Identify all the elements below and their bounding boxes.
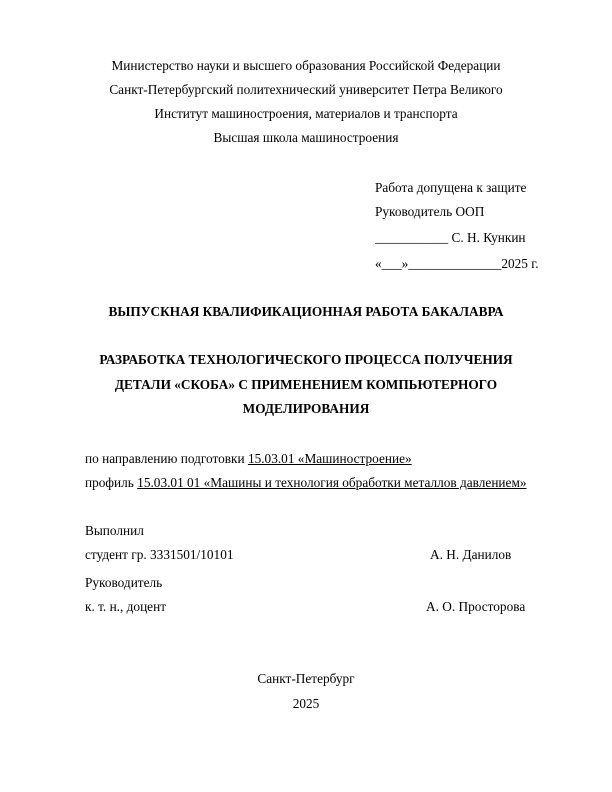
ministry-line: Министерство науки и высшего образования Российской Федерации <box>111 58 501 73</box>
footer-city: Санкт-Петербург <box>257 671 355 686</box>
work-type-heading: ВЫПУСКНАЯ КВАЛИФИКАЦИОННАЯ РАБОТА БАКАЛАВРА <box>108 304 504 319</box>
profile-prefix: профиль <box>85 475 138 490</box>
direction-value: 15.03.01 «Машиностроение» <box>247 451 412 466</box>
title-line-3: МОДЕЛИРОВАНИЯ <box>242 401 370 416</box>
supervisor-label: Руководитель <box>85 575 163 590</box>
title-line-2: ДЕТАЛИ «СКОБА» С ПРИМЕНЕНИЕМ КОМПЬЮТЕРНОГО <box>114 377 498 392</box>
profile-line <box>85 476 527 489</box>
supervisor-role: к. т. н., доцент <box>85 599 167 614</box>
institute-line: Институт машиностроения, материалов и транспорта <box>154 106 458 121</box>
direction-prefix: по направлению подготовки <box>85 451 248 466</box>
approval-admitted: Работа допущена к защите <box>375 180 527 195</box>
author-role: студент гр. 3331501/10101 <box>85 547 234 562</box>
approval-date: «___»______________2025 г. <box>375 256 539 271</box>
author-name: А. Н. Данилов <box>430 547 512 562</box>
profile-value: 15.03.01 01 «Машины и технология обработки металлов давлением» <box>137 475 527 490</box>
approval-head: Руководитель ООП <box>375 204 485 219</box>
supervisor-name: А. О. Просторова <box>426 599 526 614</box>
school-line: Высшая школа машиностроения <box>213 130 399 145</box>
approval-signature: ___________ С. Н. Кункин <box>375 230 526 245</box>
author-label: Выполнил <box>85 523 144 538</box>
university-line: Санкт-Петербургский политехнический университет Петра Великого <box>109 82 503 97</box>
title-line-1: РАЗРАБОТКА ТЕХНОЛОГИЧЕСКОГО ПРОЦЕССА ПОЛУЧЕНИЯ <box>99 352 513 367</box>
direction-line <box>85 452 412 465</box>
footer-year: 2025 <box>292 696 320 711</box>
